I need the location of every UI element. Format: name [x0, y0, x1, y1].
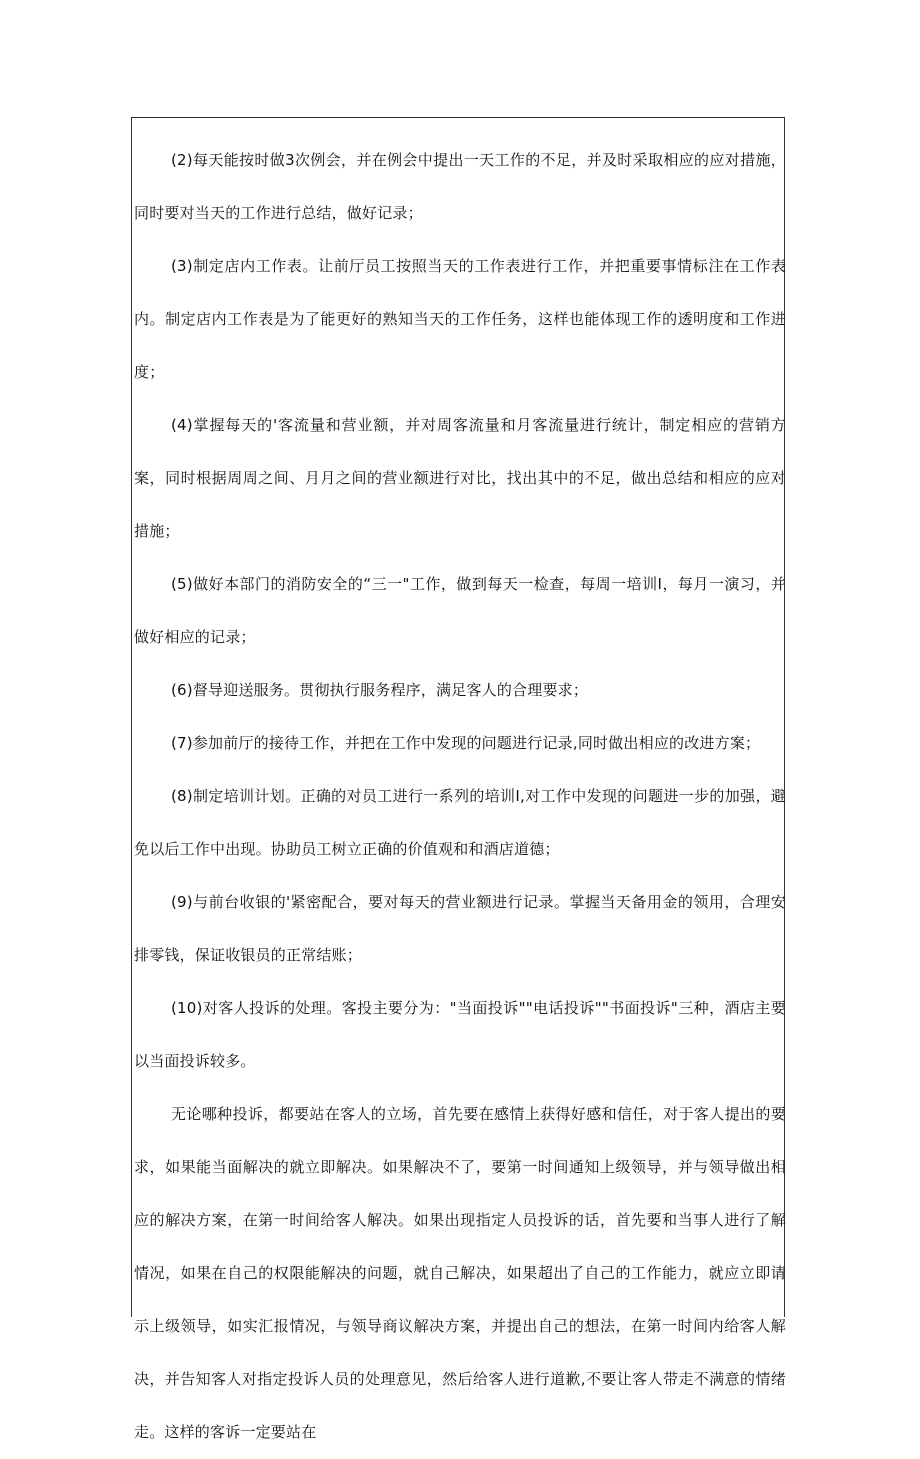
document-body: [134, 134, 786, 1459]
paragraph-item-9: (9)与前台收银的'紧密配合，要对每天的营业额进行记录。掌握当天备用金的领用，合理安排零钱，保证收银员的正常结账；: [134, 893, 786, 964]
paragraph-item-2: (2)每天能按时做3次例会，并在例会中提出一天工作的不足，并及时采取相应的应对措施，同时要对当天的工作进行总结，做好记录；: [134, 151, 786, 222]
paragraph-item-4: (4)掌握每天的'客流量和营业额，并对周客流量和月客流量进行统计，制定相应的营销方案，同时根据周周之间、月月之间的营业额进行对比，找出其中的不足，做出总结和相应的应对措施；: [134, 416, 786, 540]
paragraph-complaint-handling: 无论哪种投诉，都要站在客人的立场，首先要在感情上获得好感和信任，对于客人提出的要求，如果能当面解决的就立即解决。如果解决不了，要第一时间通知上级领导，并与领导做出相应的解决方案，在第一时间给客人解决。如果出现指定人员投诉的话，首先要和当事人进行了解情况，如果在自己的权限能解决的问题，就自己解决，如果超出了自己的工作能力，就应立即请示上级领导，如实汇报情况，与领导商议解决方案，并提出自己的想法，在第一时间内给客人解决，并告知客人对指定投诉人员的处理意见，然后给客人进行道歉,不要让客人带走不满意的情绪走。这样的客诉一定要站在: [134, 1105, 786, 1441]
paragraph-item-8: (8)制定培训计划。正确的对员工进行一系列的培训I,对工作中发现的问题进一步的加强，避免以后工作中出现。协助员工树立正确的价值观和和酒店道德；: [134, 787, 786, 858]
paragraph-item-6: (6)督导迎送服务。贯彻执行服务程序，满足客人的合理要求；: [171, 681, 589, 699]
paragraph-item-7: (7)参加前厅的接待工作，并把在工作中发现的问题进行记录,同时做出相应的改进方案；: [171, 734, 761, 752]
paragraph-item-10: (10)对客人投诉的处理。客投主要分为："当面投诉""电话投诉""书面投诉"三种，酒店主要以当面投诉较多。: [134, 999, 786, 1070]
paragraph-item-5: (5)做好本部门的消防安全的“三一"工作，做到每天一检查，每周一培训I，每月一演习，并做好相应的记录；: [134, 575, 786, 646]
paragraph-item-3: (3)制定店内工作表。让前厅员工按照当天的工作表进行工作，并把重要事情标注在工作表内。制定店内工作表是为了能更好的熟知当天的工作任务，这样也能体现工作的透明度和工作进度；: [134, 257, 786, 381]
